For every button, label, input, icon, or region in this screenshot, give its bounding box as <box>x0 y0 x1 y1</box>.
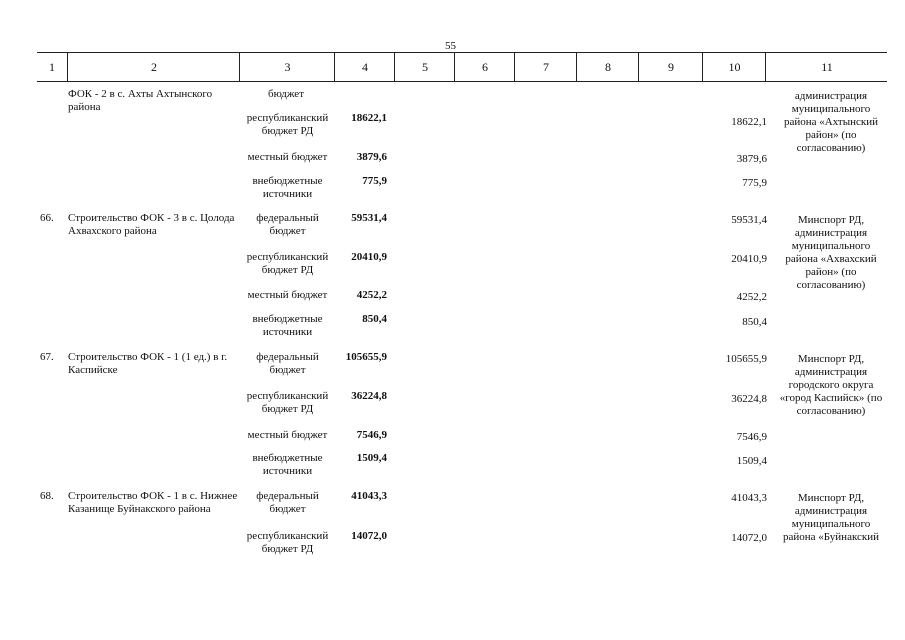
funding-source: федеральный бюджет <box>256 490 319 515</box>
amount-col10: 14072,0 <box>731 532 767 544</box>
amount-col10: 3879,6 <box>736 153 767 165</box>
amount-col10: 7546,9 <box>736 431 767 443</box>
amount-col10: 18622,1 <box>731 116 767 128</box>
executor: Минспорт РД, администрация городского округа «город Каспийск» (по согласованию) <box>779 353 883 417</box>
amount-col10: 4252,2 <box>736 291 767 303</box>
amount-col10: 1509,4 <box>736 455 767 467</box>
executor: Минспорт РД, администрация муниципального района «Ахвахский район» (по согласованию) <box>785 214 877 291</box>
amount-col4: 1509,4 <box>356 452 387 464</box>
col-header-7: 7 <box>514 53 577 81</box>
amount-col4: 4252,2 <box>356 289 387 301</box>
amount-col10: 59531,4 <box>731 214 767 226</box>
funding-source: бюджет <box>268 88 304 100</box>
amount-col4: 14072,0 <box>351 530 387 542</box>
funding-source: федеральный бюджет <box>256 212 319 237</box>
amount-col4: 850,4 <box>362 313 387 325</box>
funding-source: республиканский бюджет РД <box>246 530 329 555</box>
amount-col4: 41043,3 <box>351 490 387 502</box>
amount-col4: 20410,9 <box>351 251 387 263</box>
col-header-5: 5 <box>394 53 455 81</box>
amount-col4: 7546,9 <box>356 429 387 441</box>
funding-source: республиканский бюджет РД <box>246 390 329 415</box>
row-number: 68. <box>40 490 54 502</box>
table-header <box>37 52 887 82</box>
executor: Минспорт РД, администрация муниципального района «Буйнакский <box>782 492 880 543</box>
funding-source: федеральный бюджет <box>256 351 319 376</box>
row-number: 66. <box>40 212 54 224</box>
funding-source: внебюджетные источники <box>252 313 323 338</box>
col-header-10: 10 <box>702 53 766 81</box>
col-header-4: 4 <box>334 53 395 81</box>
amount-col4: 775,9 <box>362 175 387 187</box>
amount-col10: 36224,8 <box>731 393 767 405</box>
project-name: ФОК - 2 в с. Ахты Ахтынского района <box>68 88 213 113</box>
funding-source: местный бюджет <box>247 429 328 441</box>
col-header-11: 11 <box>765 53 888 81</box>
amount-col10: 850,4 <box>742 316 767 328</box>
col-header-9: 9 <box>638 53 703 81</box>
amount-col10: 105655,9 <box>725 353 767 365</box>
funding-source: внебюджетные источники <box>252 175 323 200</box>
amount-col4: 105655,9 <box>345 351 387 363</box>
executor: администрация муниципального района «Ахтынский район» (по согласованию) <box>783 90 879 154</box>
funding-source: республиканский бюджет РД <box>246 251 329 276</box>
page-number: 55 <box>445 40 456 52</box>
amount-col10: 775,9 <box>742 177 767 189</box>
col-header-2: 2 <box>67 53 240 81</box>
col-header-1: 1 <box>49 59 55 74</box>
amount-col4: 36224,8 <box>351 390 387 402</box>
project-name: Строительство ФОК - 3 в с. Цолода Ахвахского района <box>68 212 235 237</box>
col-header-6: 6 <box>454 53 515 81</box>
amount-col10: 41043,3 <box>731 492 767 504</box>
project-name: Строительство ФОК - 1 (1 ед.) в г. Каспийске <box>68 351 228 376</box>
amount-col10: 20410,9 <box>731 253 767 265</box>
funding-source: местный бюджет <box>247 151 328 163</box>
funding-source: республиканский бюджет РД <box>246 112 329 137</box>
project-name: Строительство ФОК - 1 в с. Нижнее Казанище Буйнакского района <box>68 490 238 515</box>
funding-source: местный бюджет <box>247 289 328 301</box>
col-header-3: 3 <box>239 53 335 81</box>
funding-source: внебюджетные источники <box>252 452 323 477</box>
amount-col4: 59531,4 <box>351 212 387 224</box>
col-header-8: 8 <box>576 53 639 81</box>
amount-col4: 18622,1 <box>351 112 387 124</box>
row-number: 67. <box>40 351 54 363</box>
amount-col4: 3879,6 <box>356 151 387 163</box>
